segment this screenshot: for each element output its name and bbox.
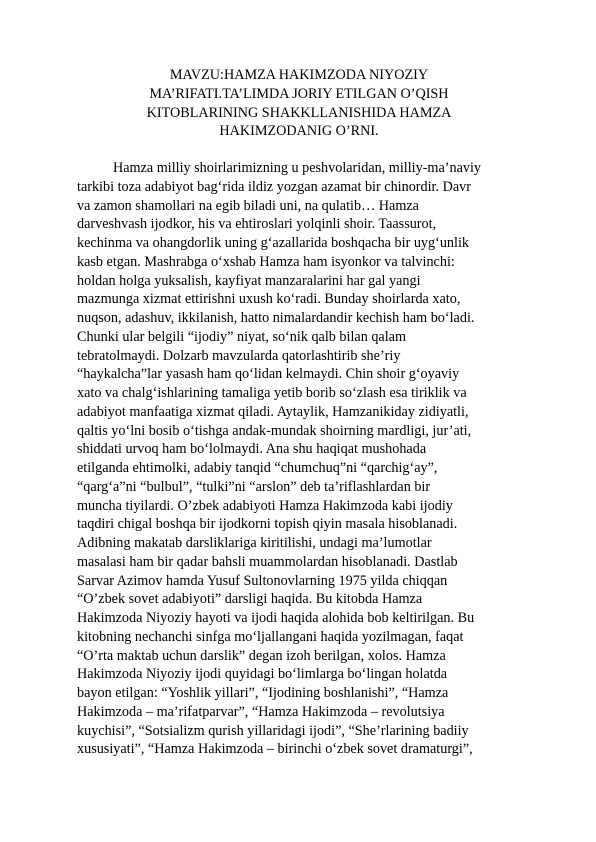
body-line: Chunki ular belgili “ijodiy” niyat, so‘nik qalb bilan qalam (77, 328, 407, 345)
body-line: tebratolmaydi. Dolzarb mavzularda qatorlashtirib she’riy (77, 347, 401, 364)
body-line: Hakimzoda Niyoziy hayoti va ijodi haqida alohida bob keltirilgan. Bu (77, 610, 475, 626)
body-line: mazmunga xizmat ettirishni uxush ko‘radi. Bunday shoirlarda xato, (77, 291, 461, 308)
body-line: holdan holga yuksalish, kayfiyat manzaralarini har gal yangi (77, 272, 421, 289)
body-line: “O’zbek sovet adabiyoti” darsligi haqida. Bu kitobda Hamza (77, 591, 423, 608)
title-line: HAKIMZODANIG O’RNI. (219, 123, 379, 140)
body-line: kuychisi”, “Sotsializm qurish yillaridagi ijodi”, “She’rlarining badiiy (77, 722, 469, 739)
body-line: muncha tiyilardi. O’zbek adabiyoti Hamza Hakimzoda kabi ijodiy (77, 497, 453, 514)
body-line: adabiyot manfaatiga xizmat qiladi. Aytaylik, Hamzanikiday zidiyatli, (77, 403, 469, 420)
document-title (77, 66, 521, 141)
title-line: MAVZU:HAMZA HAKIMZODA NIYOZIY (169, 67, 429, 83)
body-line: Hakimzoda – ma’rifatparvar”, “Hamza Hakimzoda – revolutsiya (77, 703, 445, 720)
body-line: tarkibi toza adabiyot bag‘rida ildiz yozgan azamat bir chinordir. Davr (77, 178, 471, 195)
body-line: va zamon shamollari na egib biladi uni, na qulatib… Hamza (77, 197, 419, 214)
body-line: Sarvar Azimov hamda Yusuf Sultonovlarning 1975 yilda chiqqan (77, 572, 448, 589)
body-paragraph (77, 159, 521, 759)
body-line: bayon etilgan: “Yoshlik yillari”, “Ijodining boshlanishi”, “Hamza (77, 685, 449, 701)
body-line: Hakimzoda Niyoziy ijodi quyidagi bo‘limlarga bo‘lingan holatda (77, 666, 448, 683)
document-page (77, 66, 521, 759)
body-line: darveshvash ijodkor, his va ehtiroslari yolqinli shoir. Taassurot, (77, 216, 437, 233)
body-line: taqdiri chigal boshqa bir ijodkorni topish qiyin masala hisoblanadi. (77, 516, 458, 533)
body-line: kitobning nechanchi sinfga mo‘ljallangani haqida yozilmagan, faqat (77, 628, 464, 645)
title-line: KITOBLARINING SHAKKLLANISHIDA HAMZA (146, 104, 452, 121)
body-line: shiddati urvoq ham bo‘lolmaydi. Ana shu haqiqat mushohada (77, 441, 427, 458)
body-line: etilganda ehtimolki, adabiy tanqid “chumchuq”ni “qarchig‘ay”, (77, 460, 438, 476)
body-line: “O’rta maktab uchun darslik” degan izoh berilgan, xolos. Hamza (77, 647, 446, 664)
body-line: kasb etgan. Mashrabga o‘xshab Hamza ham isyonkor va talvinchi: (77, 253, 455, 270)
title-line: MA’RIFATI.TA’LIMDA JORIY ETILGAN O’QISH (149, 85, 449, 102)
body-line: “qarg‘a”ni “bulbul”, “tulki”ni “arslon” deb ta’riflashlardan bir (77, 478, 431, 495)
body-line: kechinma va ohangdorlik uning g‘azallarida boshqacha bir uyg‘unlik (77, 235, 470, 251)
body-line: Hamza milliy shoirlarimizning u peshvolaridan, milliy-ma’naviy (113, 160, 482, 176)
body-line: xususiyati”, “Hamza Hakimzoda – birinchi o‘zbek sovet dramaturgi”, (77, 741, 473, 758)
body-line: qaltis yo‘lni bosib o‘tishga andak-mundak shoirning mardligi, jur’ati, (77, 422, 472, 439)
body-line: nuqson, adashuv, ikkilanish, hatto nimalardandir kechish ham bo‘ladi. (77, 310, 475, 326)
body-line: “haykalcha”lar yasash ham qo‘lidan kelmaydi. Chin shoir g‘oyaviy (77, 366, 460, 383)
body-line: xato va chalg‘ishlarining tamaliga yetib borib so‘zlash esa tiriklik va (77, 385, 467, 401)
body-line: Adibning makatab darsliklariga kiritilishi, undagi ma’lumotlar (77, 535, 432, 551)
body-line: masalasi ham bir qadar bahsli muammolardan hisoblanadi. Dastlab (77, 553, 458, 570)
